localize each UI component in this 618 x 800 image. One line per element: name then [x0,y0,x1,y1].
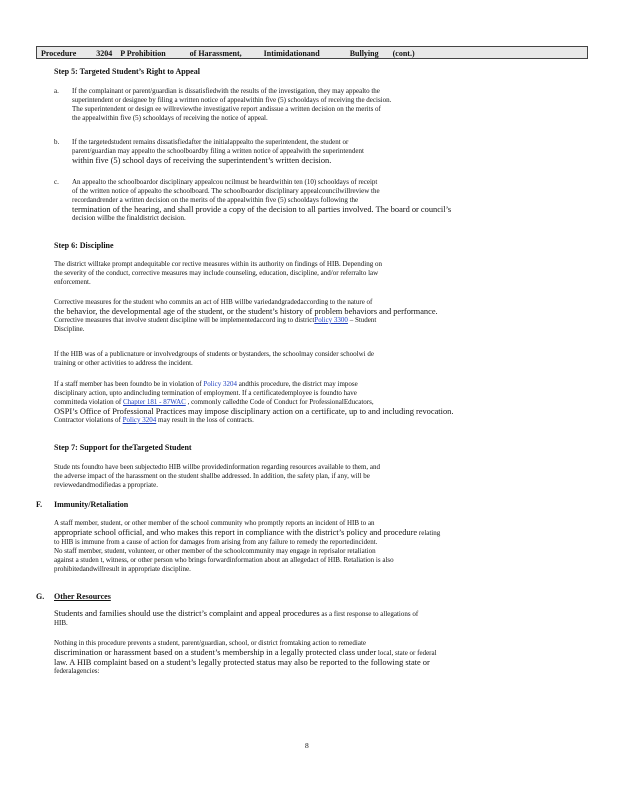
text-line [54,609,568,619]
step7-heading: Step 7: Support for theTargeted Student [54,443,192,452]
text-line: The superintendent or design ee willreviewthe investigative report andissue a written decision on the merits of [72,105,381,113]
section-f-paragraph [54,519,568,574]
policy-3300-link[interactable]: Policy 3300 [314,316,348,324]
text-span: andthis procedure, the district may impose [237,380,358,388]
text-line: reviewedandmodifiedas a ppropriate. [54,481,158,489]
text-line: the behavior, the developmental age of the student, or the student’s history of problem behaviors and performance. [54,307,438,316]
text-span: local, state or federal [376,649,437,657]
text-line: decision willbe the finaldistrict decision. [72,214,186,222]
page-number: 8 [305,741,309,750]
text-line: federalagencies: [54,667,100,675]
text-line: Nothing in this procedure prevents a student, parent/guardian, school, or district fromtaking action to remediate [54,639,366,647]
text-line: disciplinary action, upto andincluding termination of employment. If a certificatedemployee is foundto have [54,389,357,397]
text-line: Stude nts foundto have been subjectedto HIB willbe providedinformation regarding resources available to them, and [54,463,380,471]
text-line [54,380,568,389]
item-label: a. [54,87,59,95]
text-line: OSPI’s Office of Professional Practices may impose disciplinary action on a certificate, up to and including revocation. [54,407,454,416]
text-line: prohibitedandwillresult in appropriate discipline. [54,565,191,573]
text-line [54,648,568,658]
text-line: Corrective measures for the student who commits an act of HIB willbe variedandgradedaccording to the nature of [54,298,373,306]
step6-paragraph-4 [54,380,568,425]
item-label: b. [54,138,60,146]
section-f-label: F. [36,500,43,509]
section-f-heading: Immunity/Retaliation [54,500,129,509]
policy-3204-link[interactable]: Policy 3204 [203,380,237,388]
text-line: Discipline. [54,325,85,333]
text-line: No staff member, student, volunteer, or other member of the schoolcommunity may engage in reprisalor retaliation [54,547,376,555]
text-span: committeda violation of [54,398,124,406]
text-line: recordandrender a written decision on the merits of the appealwithin five (5) schooldays following the [72,196,359,204]
text-line: The district willtake prompt andequitable cor rective measures within its authority on findings of HIB. Depending on [54,260,382,268]
procedure-title-part: Bullying [349,49,379,58]
text-line [54,398,568,407]
procedure-number: 3204 [96,49,113,58]
step5-item-b [72,138,568,165]
text-line [54,316,568,325]
text-span: Students and families should use the district’s complaint and appeal procedures [54,609,320,618]
text-line: law. A HIB complaint based on a student’s legally protected status may also be reported to the following state or [54,658,430,667]
section-g-heading: Other Resources [54,592,111,601]
text-line: If the HIB was of a publicnature or involvedgroups of students or bystanders, the schoolmay consider schoolwi de [54,350,374,358]
text-span: Corrective measures that involve student discipline will be implementedaccord ing to district [54,316,315,324]
text-line: enforcement. [54,278,91,286]
text-span: as a first response to allegations of [319,610,419,618]
text-line: the appealwithin five (5) schooldays of receiving the notice of appeal. [72,114,268,122]
step5-item-c [72,178,568,223]
text-span: Contractor violations of [54,416,123,424]
text-line: HIB. [54,619,68,627]
text-span: If a staff member has been foundto be in violation of [54,380,204,388]
step6-paragraph-2 [54,298,568,334]
text-line: the adverse impact of the harassment on the student shallbe addressed. In addition, the safety plan, if any, will be [54,472,370,480]
procedure-title-part: Intimidationand [263,49,320,58]
text-line: against a studen t, witness, or other person who brings forwardinformation about an allegedact of HIB. Retaliation is also [54,556,394,564]
text-span: – Student [347,316,377,324]
step7-paragraph [54,463,568,490]
text-line: termination of the hearing, and shall provide a copy of the decision to all parties involved. The board or council’s [72,205,452,214]
section-g-paragraph-2 [54,639,568,676]
text-span: , commonly calledthe Code of Conduct for ProfessionalEducators, [185,398,374,406]
text-line: of the written notice of appealto the schoolboard. The schoolboardor disciplinary appealcouncilwillreview the [72,187,380,195]
text-line: superintendent or designee by filing a written notice of appealwithin five (5) schooldays of receiving the decision. [72,96,392,104]
item-label: c. [54,178,59,186]
text-line: parent/guardian may appealto the schoolboardby filing a written notice of appealwith the superintendent [72,147,364,155]
step6-paragraph-3 [54,350,568,368]
text-line [54,528,568,538]
text-line: An appealto the schoolboardor disciplinary appealcou ncilmust be heardwithin ten (10) schooldays of receipt [72,178,378,186]
text-span: may result in the loss of contracts. [156,416,254,424]
text-span: appropriate school official, and who makes this report in compliance with the district’s policy and procedure [54,528,418,537]
chapter-181-87wac-link[interactable]: Chapter 181 - 87WAC [123,398,186,406]
step6-heading: Step 6: Discipline [54,241,114,250]
text-line: within five (5) school days of receiving the superintendent’s written decision. [72,156,332,165]
text-line: the severity of the conduct, corrective measures may include counseling, education, discipline, and/or referralto law [54,269,379,277]
step5-item-a [72,87,568,123]
text-line: training or other activities to address the incident. [54,359,193,367]
text-span: relating [417,529,441,537]
procedure-cont: (cont.) [392,49,415,58]
procedure-header-bar [36,46,588,59]
section-g-label: G. [36,592,45,601]
text-span: discrimination or harassment based on a student’s membership in a legally protected class under [54,648,377,657]
text-line: to HIB is immune from a cause of action for damages from arising from any failure to remedy the reportedincident. [54,538,378,546]
policy-3204-link[interactable]: Policy 3204 [122,416,157,424]
text-line: If the targetedstudent remains dissatisfiedafter the initialappealto the superintendent, the student or [72,138,349,146]
text-line: If the complainant or parent/guardian is dissatisfiedwith the results of the investigation, they may appealto the [72,87,380,95]
procedure-title-part: of Harassment, [189,49,242,58]
step5-heading: Step 5: Targeted Student’s Right to Appeal [54,67,200,76]
procedure-title: P Prohibition [120,49,166,58]
step6-paragraph-1 [54,260,568,287]
procedure-label: Procedure [41,49,77,58]
text-line: A staff member, student, or other member of the school community who promptly reports an incident of HIB to an [54,519,375,527]
section-g-paragraph-1 [54,609,568,628]
text-line [54,416,568,425]
